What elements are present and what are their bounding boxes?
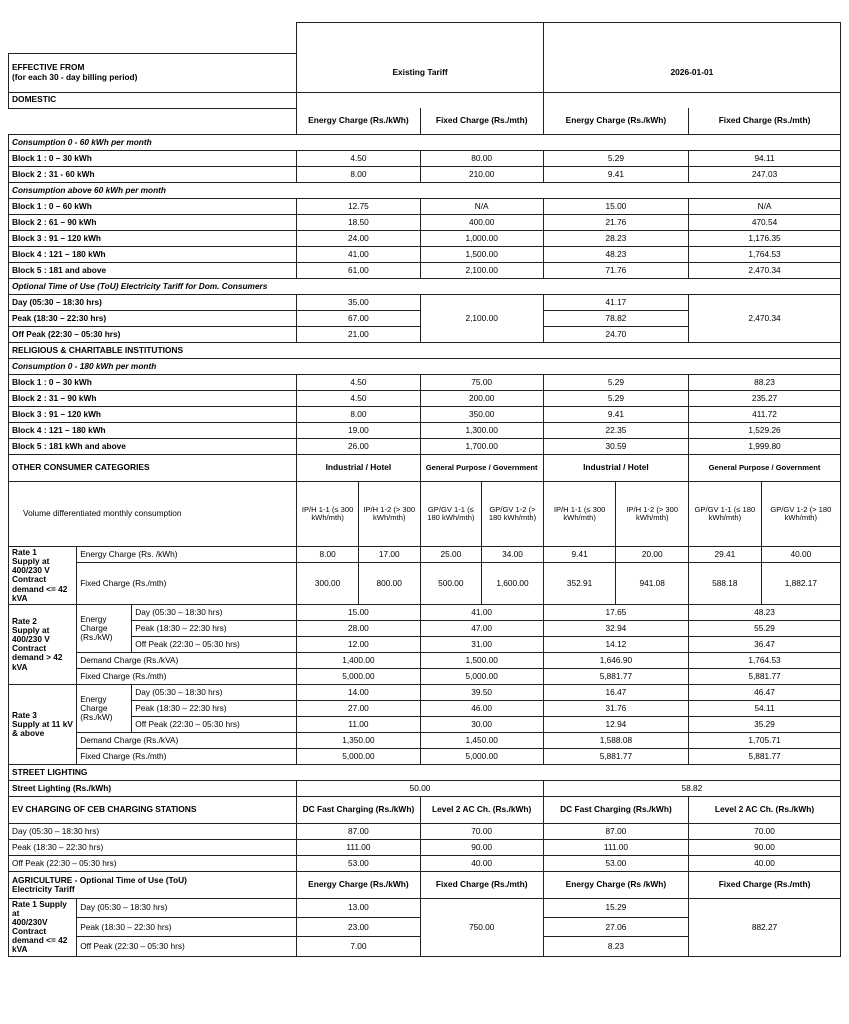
rate3-ip-old: 14.00 (297, 684, 420, 700)
rate2-fixed-gp-new: 5,881.77 (689, 668, 841, 684)
domestic-sub3-row (9, 279, 841, 295)
rate2-fixed-ip-old: 5,000.00 (297, 668, 420, 684)
table-row (9, 263, 841, 279)
ev-dc-new: 53.00 (543, 855, 688, 871)
rate1-label-line1: Rate 1 (12, 547, 37, 557)
rate1-fixed-iph12-old: 800.00 (358, 563, 420, 605)
rate3-fixed-gp-new: 5,881.77 (689, 748, 841, 764)
ev-row-label: Day (05:30 – 18:30 hrs) (9, 823, 297, 839)
agri-row-label: Peak (18:30 – 22:30 hrs) (77, 918, 297, 937)
rate2-day-row (9, 604, 841, 620)
agri-fixed-new: 882.27 (689, 898, 841, 956)
domestic-head-blank-old (297, 92, 544, 108)
rate1-energy-row (9, 547, 841, 563)
rate1-fixed-row (9, 563, 841, 605)
rate2-label (9, 604, 77, 684)
fixed-old: 75.00 (420, 375, 543, 391)
fixed-new: 470.54 (689, 215, 841, 231)
row-label: Block 3 : 91 – 120 kWh (9, 407, 297, 423)
table-row (9, 215, 841, 231)
rate2-gp-old: 41.00 (420, 604, 543, 620)
energy-old: 8.00 (297, 407, 420, 423)
rate1-label (9, 547, 77, 605)
volume-differentiated-label: Volume differentiated monthly consumption (9, 482, 297, 547)
rate3-ip-new: 16.47 (543, 684, 688, 700)
street-lighting-row (9, 780, 841, 796)
rate2-label-line1: Rate 2 (12, 615, 37, 626)
rate3-fixed-label: Fixed Charge (Rs./mth) (77, 748, 297, 764)
energy-new: 30.59 (543, 439, 688, 455)
energy-new: 15.00 (543, 199, 688, 215)
section-other-row (9, 455, 841, 482)
ev-row-label: Peak (18:30 – 22:30 hrs) (9, 839, 297, 855)
energy-new: 9.41 (543, 407, 688, 423)
table-row (9, 391, 841, 407)
rate2-label-line2: Supply at 400/230 V Contract demand > 42 kVA (12, 625, 63, 672)
rate2-fixed-gp-old: 5,000.00 (420, 668, 543, 684)
col-fixed-agri-new: Fixed Charge (Rs./mth) (689, 871, 841, 898)
section-domestic-row (9, 92, 841, 108)
rate2-gp-old: 47.00 (420, 620, 543, 636)
col-industrial-hotel-new: Industrial / Hotel (543, 455, 688, 482)
table-row (9, 439, 841, 455)
rate3-fixed-ip-old: 5,000.00 (297, 748, 420, 764)
rate1-fixed-label: Fixed Charge (Rs./mth) (77, 563, 297, 605)
table-row (9, 295, 841, 311)
religious-sub1-row (9, 359, 841, 375)
domestic-head-blank-new (543, 92, 840, 108)
agri-day-row (9, 898, 841, 917)
rate3-label (9, 684, 77, 764)
section-religious: RELIGIOUS & CHARITABLE INSTITUTIONS (9, 343, 841, 359)
rate1-fixed-gpgv12-new: 1,882.17 (761, 563, 840, 605)
section-religious-row (9, 343, 841, 359)
table-row (9, 823, 841, 839)
section-ev: EV CHARGING OF CEB CHARGING STATIONS (9, 796, 297, 823)
ev-dc-new: 111.00 (543, 839, 688, 855)
ev-dc-new: 87.00 (543, 823, 688, 839)
rate2-fixed-ip-new: 5,881.77 (543, 668, 688, 684)
energy-new: 5.29 (543, 391, 688, 407)
rate3-fixed-row (9, 748, 841, 764)
street-lighting-old: 50.00 (297, 780, 544, 796)
fixed-new: 247.03 (689, 167, 841, 183)
table-row (9, 199, 841, 215)
rate3-energy-group: Energy Charge (Rs./kW) (77, 684, 132, 732)
rate3-ip-old: 27.00 (297, 700, 420, 716)
rate3-gp-old: 39.50 (420, 684, 543, 700)
agri-row-label: Day (05:30 – 18:30 hrs) (77, 898, 297, 917)
section-agri (9, 871, 297, 898)
section-agri-line1: AGRICULTURE - Optional Time of Use (ToU) (12, 874, 187, 885)
row-label: Block 2 : 61 – 90 kWh (9, 215, 297, 231)
tou-fixed-old: 2,100.00 (420, 295, 543, 343)
col-fixed-charge-old: Fixed Charge (Rs./mth) (420, 108, 543, 135)
rate1-fixed-gpgv11-new: 588.18 (689, 563, 762, 605)
agri-energy-old: 23.00 (297, 918, 420, 937)
row-label: Block 3 : 91 – 120 kWh (9, 231, 297, 247)
volume-differentiated-row (9, 482, 841, 547)
domestic-sub3: Optional Time of Use (ToU) Electricity Tariff for Dom. Consumers (9, 279, 841, 295)
rate3-row-label: Off Peak (22:30 – 05:30 hrs) (132, 716, 297, 732)
domestic-sub2-row (9, 183, 841, 199)
fixed-new: N/A (689, 199, 841, 215)
col-gpgv-1-1-new: GP/GV 1-1 (≤ 180 kWh/mth) (689, 482, 762, 547)
section-ev-row (9, 796, 841, 823)
energy-new: 9.41 (543, 167, 688, 183)
col-dc-fast-old: DC Fast Charging (Rs./kWh) (297, 796, 420, 823)
col-energy-agri-new: Energy Charge (Rs /kWh) (543, 871, 688, 898)
row-label: Block 1 : 0 – 30 kWh (9, 375, 297, 391)
rate2-peak-row (9, 620, 841, 636)
energy-old: 18.50 (297, 215, 420, 231)
rate3-peak-row (9, 700, 841, 716)
energy-new: 78.82 (543, 311, 688, 327)
rate3-gp-new: 54.11 (689, 700, 841, 716)
row-label: Off Peak (22:30 – 05:30 hrs) (9, 327, 297, 343)
col-level2-old: Level 2 AC Ch. (Rs./kWh) (420, 796, 543, 823)
agri-label-line2: 400/230V Contract demand <= 42 kVA (12, 917, 68, 955)
ev-l2-new: 90.00 (689, 839, 841, 855)
agri-energy-new: 15.29 (543, 898, 688, 917)
rate2-fixed-label: Fixed Charge (Rs./mth) (77, 668, 297, 684)
rate1-fixed-gpgv11-old: 500.00 (420, 563, 482, 605)
rate1-energy-label: Energy Charge (Rs. /kWh) (77, 547, 297, 563)
ev-l2-new: 40.00 (689, 855, 841, 871)
table-header-row (9, 23, 841, 54)
domestic-sub2: Consumption above 60 kWh per month (9, 183, 841, 199)
rate2-demand-gp-new: 1,764.53 (689, 652, 841, 668)
header-new-tariff-blank (543, 23, 840, 54)
rate2-row-label: Peak (18:30 – 22:30 hrs) (132, 620, 297, 636)
col-general-purpose-old: General Purpose / Government (420, 455, 543, 482)
domestic-head-spacer (9, 108, 297, 135)
ev-l2-new: 70.00 (689, 823, 841, 839)
row-label: Block 1 : 0 – 30 kWh (9, 151, 297, 167)
fixed-old: 2,100.00 (420, 263, 543, 279)
rate1-label-line2: Supply at 400/230 V Contract demand <= 42 kVA (12, 556, 68, 603)
col-energy-charge-old: Energy Charge (Rs./kWh) (297, 108, 420, 135)
fixed-old: 400.00 (420, 215, 543, 231)
rate1-energy-iph12-new: 20.00 (616, 547, 689, 563)
rate2-row-label: Day (05:30 – 18:30 hrs) (132, 604, 297, 620)
fixed-old: 210.00 (420, 167, 543, 183)
energy-old: 8.00 (297, 167, 420, 183)
table-row (9, 231, 841, 247)
section-street-lighting-row (9, 764, 841, 780)
rate3-ip-new: 12.94 (543, 716, 688, 732)
rate3-row-label: Peak (18:30 – 22:30 hrs) (132, 700, 297, 716)
agri-energy-new: 8.23 (543, 937, 688, 956)
rate2-demand-ip-old: 1,400.00 (297, 652, 420, 668)
fixed-old: N/A (420, 199, 543, 215)
fixed-new: 1,529.26 (689, 423, 841, 439)
rate2-gp-old: 31.00 (420, 636, 543, 652)
fixed-old: 200.00 (420, 391, 543, 407)
energy-old: 19.00 (297, 423, 420, 439)
street-lighting-new: 58.82 (543, 780, 840, 796)
fixed-new: 94.11 (689, 151, 841, 167)
rate3-demand-label: Demand Charge (Rs./kVA) (77, 732, 297, 748)
rate1-energy-gpgv12-old: 34.00 (482, 547, 544, 563)
street-lighting-label: Street Lighting (Rs./kWh) (9, 780, 297, 796)
rate2-ip-old: 28.00 (297, 620, 420, 636)
energy-new: 21.76 (543, 215, 688, 231)
rate3-fixed-ip-new: 5,881.77 (543, 748, 688, 764)
agri-fixed-old: 750.00 (420, 898, 543, 956)
energy-old: 4.50 (297, 391, 420, 407)
effective-from-line1: EFFECTIVE FROM (12, 62, 85, 73)
energy-new: 41.17 (543, 295, 688, 311)
table-row (9, 151, 841, 167)
col-fixed-charge-new: Fixed Charge (Rs./mth) (689, 108, 841, 135)
rate3-offpeak-row (9, 716, 841, 732)
agri-label (9, 898, 77, 956)
col-iph-1-2-old: IP/H 1-2 (> 300 kWh/mth) (358, 482, 420, 547)
ev-dc-old: 111.00 (297, 839, 420, 855)
rate3-demand-gp-old: 1,450.00 (420, 732, 543, 748)
agri-energy-old: 7.00 (297, 937, 420, 956)
effective-from-line2: (for each 30 - day billing period) (12, 71, 138, 82)
rate2-gp-new: 48.23 (689, 604, 841, 620)
rate2-energy-group: Energy Charge (Rs./kW) (77, 604, 132, 652)
section-street-lighting: STREET LIGHTING (9, 764, 841, 780)
row-label: Block 4 : 121 – 180 kWh (9, 247, 297, 263)
rate2-demand-label: Demand Charge (Rs./kVA) (77, 652, 297, 668)
rate1-energy-gpgv11-old: 25.00 (420, 547, 482, 563)
domestic-sub1-row (9, 135, 841, 151)
energy-old: 35.00 (297, 295, 420, 311)
col-level2-new: Level 2 AC Ch. (Rs./kWh) (689, 796, 841, 823)
row-label: Peak (18:30 – 22:30 hrs) (9, 311, 297, 327)
col-industrial-hotel-old: Industrial / Hotel (297, 455, 420, 482)
section-agri-line2: Electricity Tariff (12, 883, 75, 894)
rate1-energy-iph11-old: 8.00 (297, 547, 359, 563)
fixed-old: 80.00 (420, 151, 543, 167)
fixed-old: 1,300.00 (420, 423, 543, 439)
rate2-ip-new: 32.94 (543, 620, 688, 636)
rate2-demand-row (9, 652, 841, 668)
col-iph-1-1-old: IP/H 1-1 (≤ 300 kWh/mth) (297, 482, 359, 547)
rate1-energy-gpgv12-new: 40.00 (761, 547, 840, 563)
table-row (9, 167, 841, 183)
agri-label-line1: Rate 1 Supply at (12, 898, 67, 918)
effective-from-row (9, 53, 841, 92)
rate3-fixed-gp-old: 5,000.00 (420, 748, 543, 764)
rate3-ip-new: 31.76 (543, 700, 688, 716)
existing-tariff-label: Existing Tariff (297, 53, 544, 92)
header-existing-tariff-blank (297, 23, 544, 54)
ev-l2-old: 40.00 (420, 855, 543, 871)
energy-old: 12.75 (297, 199, 420, 215)
energy-new: 22.35 (543, 423, 688, 439)
ev-dc-old: 53.00 (297, 855, 420, 871)
row-label: Block 5 : 181 kWh and above (9, 439, 297, 455)
table-row (9, 375, 841, 391)
fixed-new: 411.72 (689, 407, 841, 423)
new-tariff-date: 2026-01-01 (543, 53, 840, 92)
header-blank-left (9, 23, 297, 54)
rate1-energy-iph11-new: 9.41 (543, 547, 616, 563)
section-domestic: DOMESTIC (9, 92, 297, 108)
rate3-gp-new: 35.29 (689, 716, 841, 732)
rate3-ip-old: 11.00 (297, 716, 420, 732)
col-gpgv-1-2-new: GP/GV 1-2 (> 180 kWh/mth) (761, 482, 840, 547)
ev-l2-old: 90.00 (420, 839, 543, 855)
col-energy-agri-old: Energy Charge (Rs./kWh) (297, 871, 420, 898)
rate2-row-label: Off Peak (22:30 – 05:30 hrs) (132, 636, 297, 652)
rate3-demand-ip-new: 1,588.08 (543, 732, 688, 748)
row-label: Day (05:30 – 18:30 hrs) (9, 295, 297, 311)
energy-new: 24.70 (543, 327, 688, 343)
fixed-new: 2,470.34 (689, 263, 841, 279)
rate3-demand-ip-old: 1,350.00 (297, 732, 420, 748)
fixed-old: 1,500.00 (420, 247, 543, 263)
section-other: OTHER CONSUMER CATEGORIES (9, 455, 297, 482)
energy-new: 71.76 (543, 263, 688, 279)
table-row (9, 839, 841, 855)
rate2-ip-new: 17.65 (543, 604, 688, 620)
energy-old: 41.00 (297, 247, 420, 263)
col-general-purpose-new: General Purpose / Government (689, 455, 841, 482)
rate3-label-line1: Rate 3 (12, 709, 37, 720)
rate2-offpeak-row (9, 636, 841, 652)
row-label: Block 1 : 0 – 60 kWh (9, 199, 297, 215)
rate2-ip-old: 15.00 (297, 604, 420, 620)
energy-new: 5.29 (543, 151, 688, 167)
energy-new: 28.23 (543, 231, 688, 247)
table-row (9, 855, 841, 871)
rate3-demand-row (9, 732, 841, 748)
table-row (9, 423, 841, 439)
energy-old: 4.50 (297, 151, 420, 167)
row-label: Block 2 : 31 – 90 kWh (9, 391, 297, 407)
energy-old: 24.00 (297, 231, 420, 247)
table-row (9, 407, 841, 423)
tou-fixed-new: 2,470.34 (689, 295, 841, 343)
agri-energy-old: 13.00 (297, 898, 420, 917)
col-iph-1-1-new: IP/H 1-1 (≤ 300 kWh/mth) (543, 482, 616, 547)
fixed-new: 1,176.35 (689, 231, 841, 247)
rate1-fixed-iph12-new: 941.08 (616, 563, 689, 605)
energy-old: 26.00 (297, 439, 420, 455)
ev-dc-old: 87.00 (297, 823, 420, 839)
rate1-fixed-iph11-old: 300.00 (297, 563, 359, 605)
section-agri-row (9, 871, 841, 898)
rate3-gp-old: 30.00 (420, 716, 543, 732)
fixed-new: 235.27 (689, 391, 841, 407)
row-label: Block 4 : 121 – 180 kWh (9, 423, 297, 439)
col-gpgv-1-2-old: GP/GV 1-2 (> 180 kWh/mth) (482, 482, 544, 547)
rate1-energy-gpgv11-new: 29.41 (689, 547, 762, 563)
rate1-energy-iph12-old: 17.00 (358, 547, 420, 563)
energy-old: 21.00 (297, 327, 420, 343)
domestic-column-head-row (9, 108, 841, 135)
rate2-fixed-row (9, 668, 841, 684)
rate3-gp-old: 46.00 (420, 700, 543, 716)
fixed-new: 1,764.53 (689, 247, 841, 263)
col-fixed-agri-old: Fixed Charge (Rs./mth) (420, 871, 543, 898)
effective-from-cell (9, 53, 297, 92)
fixed-old: 1,700.00 (420, 439, 543, 455)
rate1-fixed-iph11-new: 352.91 (543, 563, 616, 605)
energy-old: 4.50 (297, 375, 420, 391)
rate2-gp-new: 55.29 (689, 620, 841, 636)
rate2-demand-ip-new: 1,646.90 (543, 652, 688, 668)
row-label: Block 5 : 181 and above (9, 263, 297, 279)
fixed-new: 1,999.80 (689, 439, 841, 455)
energy-old: 67.00 (297, 311, 420, 327)
col-dc-fast-new: DC Fast Charging (Rs./kWh) (543, 796, 688, 823)
rate2-demand-gp-old: 1,500.00 (420, 652, 543, 668)
agri-energy-new: 27.06 (543, 918, 688, 937)
rate3-demand-gp-new: 1,705.71 (689, 732, 841, 748)
energy-old: 61.00 (297, 263, 420, 279)
row-label: Block 2 : 31 - 60 kWh (9, 167, 297, 183)
ev-l2-old: 70.00 (420, 823, 543, 839)
energy-new: 48.23 (543, 247, 688, 263)
ev-row-label: Off Peak (22:30 – 05:30 hrs) (9, 855, 297, 871)
rate2-ip-new: 14.12 (543, 636, 688, 652)
fixed-old: 350.00 (420, 407, 543, 423)
rate3-gp-new: 46.47 (689, 684, 841, 700)
rate3-label-line2: Supply at 11 kV & above (12, 718, 73, 738)
col-iph-1-2-new: IP/H 1-2 (> 300 kWh/mth) (616, 482, 689, 547)
fixed-old: 1,000.00 (420, 231, 543, 247)
tariff-table (8, 22, 841, 957)
col-energy-charge-new: Energy Charge (Rs./kWh) (543, 108, 688, 135)
domestic-sub1: Consumption 0 - 60 kWh per month (9, 135, 841, 151)
table-row (9, 247, 841, 263)
col-gpgv-1-1-old: GP/GV 1-1 (≤ 180 kWh/mth) (420, 482, 482, 547)
rate2-ip-old: 12.00 (297, 636, 420, 652)
fixed-new: 88.23 (689, 375, 841, 391)
agri-row-label: Off Peak (22:30 – 05:30 hrs) (77, 937, 297, 956)
religious-sub1: Consumption 0 - 180 kWh per month (9, 359, 841, 375)
energy-new: 5.29 (543, 375, 688, 391)
rate1-fixed-gpgv12-old: 1,600.00 (482, 563, 544, 605)
rate3-row-label: Day (05:30 – 18:30 hrs) (132, 684, 297, 700)
rate3-day-row (9, 684, 841, 700)
rate2-gp-new: 36.47 (689, 636, 841, 652)
